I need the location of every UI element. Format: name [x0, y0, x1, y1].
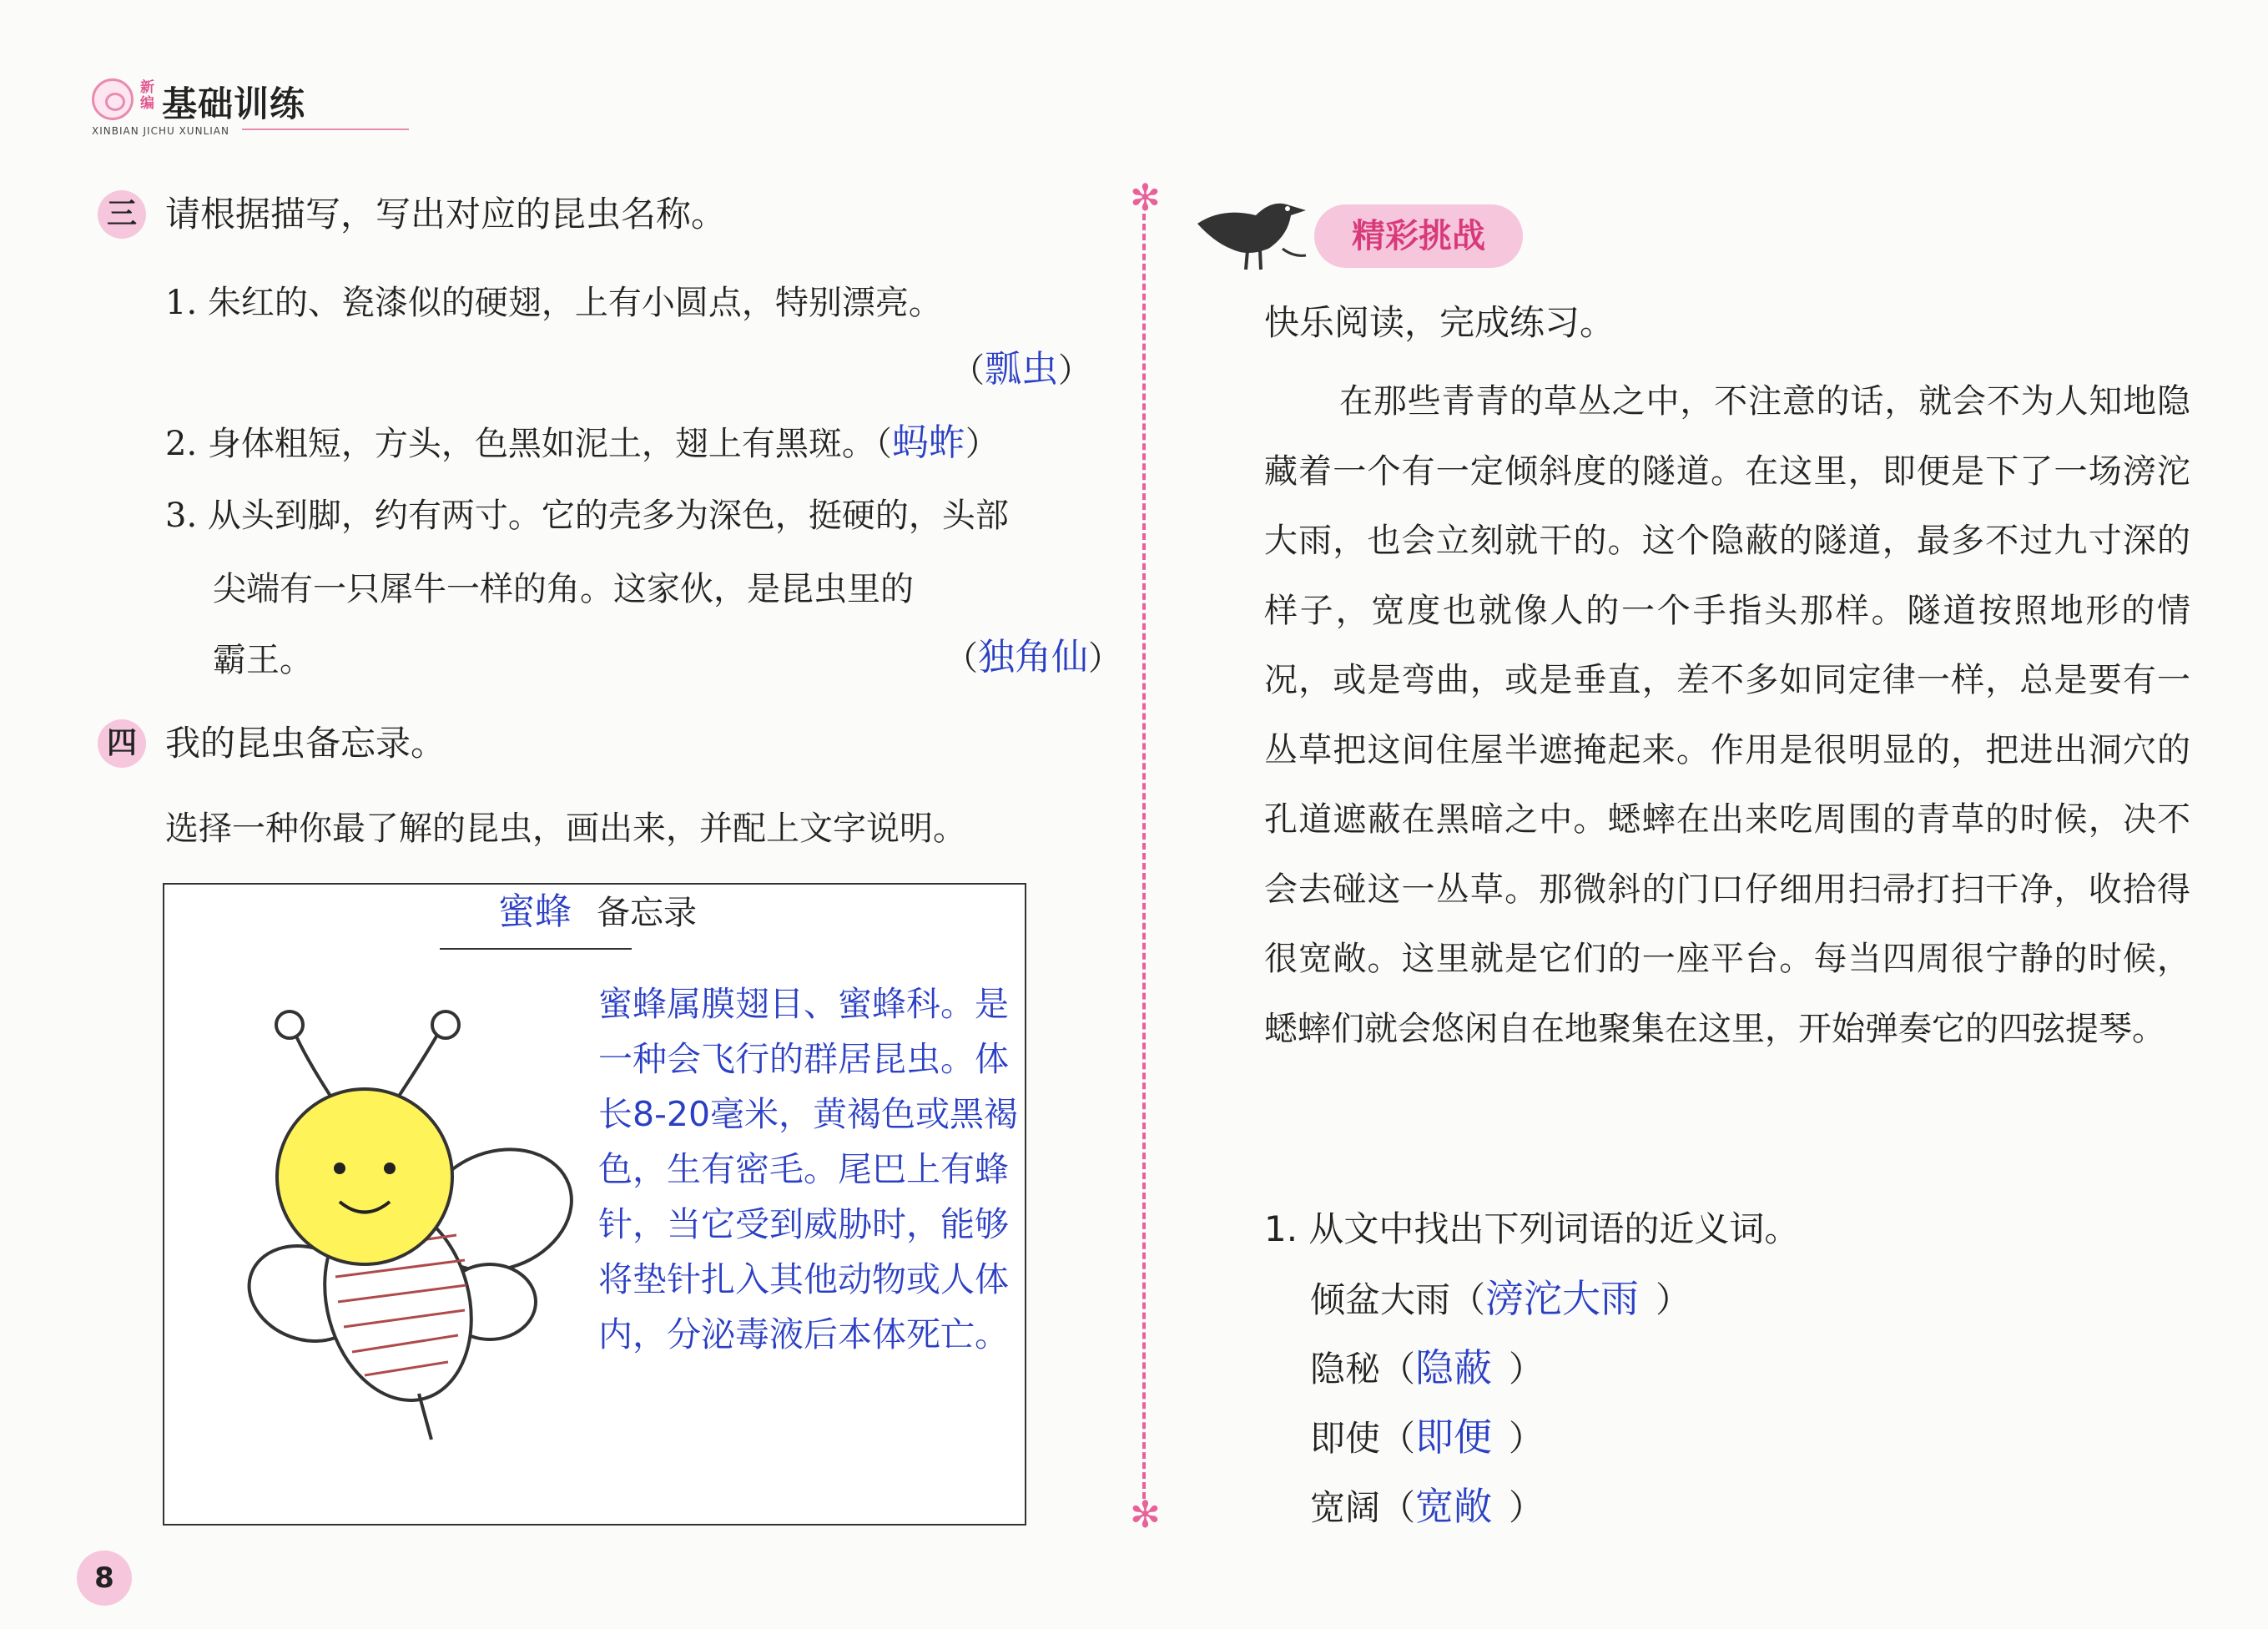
- synonym-answer: 即便: [1415, 1415, 1493, 1460]
- synonym-word: 即使（: [1310, 1418, 1416, 1459]
- question-1: 1. 朱红的、瓷漆似的硬翅，上有小圆点，特别漂亮。: [165, 284, 942, 322]
- synonym-word: 隐秘（: [1310, 1349, 1416, 1389]
- synonym-pair-3: [1310, 1416, 1544, 1460]
- question-2-text: 2. 身体粗短，方头，色黑如泥土，翅上有黑斑。: [165, 425, 875, 463]
- section-4-badge: 四: [98, 719, 146, 768]
- paren-open: （: [951, 351, 985, 390]
- memo-box: [163, 883, 1026, 1526]
- paren-open: （: [874, 425, 892, 463]
- brand-rule: [242, 129, 409, 130]
- synonym-pair-1: [1310, 1278, 1691, 1321]
- paren-open: （: [945, 639, 978, 678]
- synonym-answer: 滂沱大雨: [1485, 1276, 1640, 1321]
- memo-suffix: 备忘录: [597, 894, 697, 932]
- paren-close: ）: [1509, 1418, 1545, 1459]
- synonym-word: 倾盆大雨（: [1310, 1279, 1486, 1320]
- page-divider: [1142, 214, 1146, 1499]
- synonym-answer: 隐蔽: [1415, 1345, 1493, 1390]
- question-3-line-3: 霸王。: [213, 641, 313, 679]
- bee-drawing-icon: [214, 985, 598, 1452]
- paren-close: ）: [1509, 1487, 1545, 1528]
- memo-title: [440, 891, 697, 934]
- question-3-line-1: 3. 从头到脚，约有两寸。它的壳多为深色，挺硬的，头部: [165, 497, 1009, 535]
- paren-close: ）: [1058, 351, 1091, 390]
- brand-logo-icon: [92, 78, 134, 120]
- brand-header: [92, 73, 342, 140]
- paren-close: ）: [1088, 639, 1121, 678]
- section-3-badge: 三: [98, 190, 146, 239]
- section-4-title: 我的昆虫备忘录。: [165, 723, 446, 764]
- answer-1-text: 瓢虫: [985, 348, 1058, 391]
- synonym-pair-2: [1310, 1347, 1544, 1390]
- section-3-instruction: 请根据描写，写出对应的昆虫名称。: [165, 194, 727, 235]
- question-3-line-2: 尖端有一只犀牛一样的角。这家伙，是昆虫里的: [213, 570, 914, 608]
- synonym-word: 宽阔（: [1310, 1487, 1416, 1528]
- brand-title: 基础训练: [162, 83, 306, 124]
- synonym-pair-4: [1310, 1485, 1544, 1529]
- answer-2-text: 蚂蚱: [891, 421, 965, 464]
- answer-1: [951, 349, 1091, 391]
- memo-description: 蜜蜂属膜翅目、蜜蜂科。是一种会飞行的群居昆虫。体长8-20毫米，黄褐色或黑褐色，生有密毛。尾巴上有蜂针，当它受到威胁时，能够将垫针扎入其他动物或人体内，分泌毒液后本体死亡。: [598, 984, 1019, 1354]
- paren-close: ）: [1656, 1279, 1691, 1320]
- memo-insect-name: 蜜蜂: [498, 890, 572, 933]
- divider-star-top-icon: ✻: [1130, 177, 1161, 219]
- answer-3-text: 独角仙: [978, 636, 1088, 678]
- memo-title-underline: [440, 948, 632, 950]
- answer-3: [945, 637, 1121, 679]
- paren-close: ）: [1509, 1349, 1545, 1389]
- paren-close: ）: [965, 425, 999, 463]
- challenge-banner: 精彩挑战: [1314, 204, 1523, 268]
- synonym-answer: 宽敞: [1415, 1484, 1493, 1529]
- challenge-intro: 快乐阅读，完成练习。: [1264, 302, 1615, 343]
- divider-star-bottom-icon: ✻: [1130, 1494, 1161, 1536]
- bird-icon: [1189, 190, 1314, 274]
- reading-passage: 在那些青青的草丛之中，不注意的话，就会不为人知地隐藏着一个有一定倾斜度的隧道。在这里，即便是下了一场滂沱大雨，也会立刻就干的。这个隐蔽的隧道，最多不过九寸深的样子，宽度也就像人的一个手指头那样。隧道按照地形的情况，或是弯曲，或是垂直，差不多如同定律一样，总是要有一丛草把这间住屋半遮掩起来。作用是很明显的，把进出洞穴的孔道遮蔽在黑暗之中。蟋蟀在出来吃周围的青草的时候，决不会去碰这一丛草。那微斜的门口仔细用扫帚打扫干净，收拾得很宽敞。这里就是它们的一座平台。每当四周很宁静的时候，蟋蟀们就会悠闲自在地聚集在这里，开始弹奏它的四弦提琴。: [1264, 382, 2190, 1048]
- page-number: 8: [77, 1551, 132, 1606]
- challenge-question-1: 1. 从文中找出下列词语的近义词。: [1264, 1208, 1800, 1249]
- section-4-instruction: 选择一种你最了解的昆虫，画出来，并配上文字说明。: [165, 809, 966, 848]
- question-2: [165, 422, 999, 465]
- brand-subtitle: XINBIAN JICHU XUNLIAN: [92, 125, 229, 137]
- brand-tag: 新编: [140, 79, 154, 112]
